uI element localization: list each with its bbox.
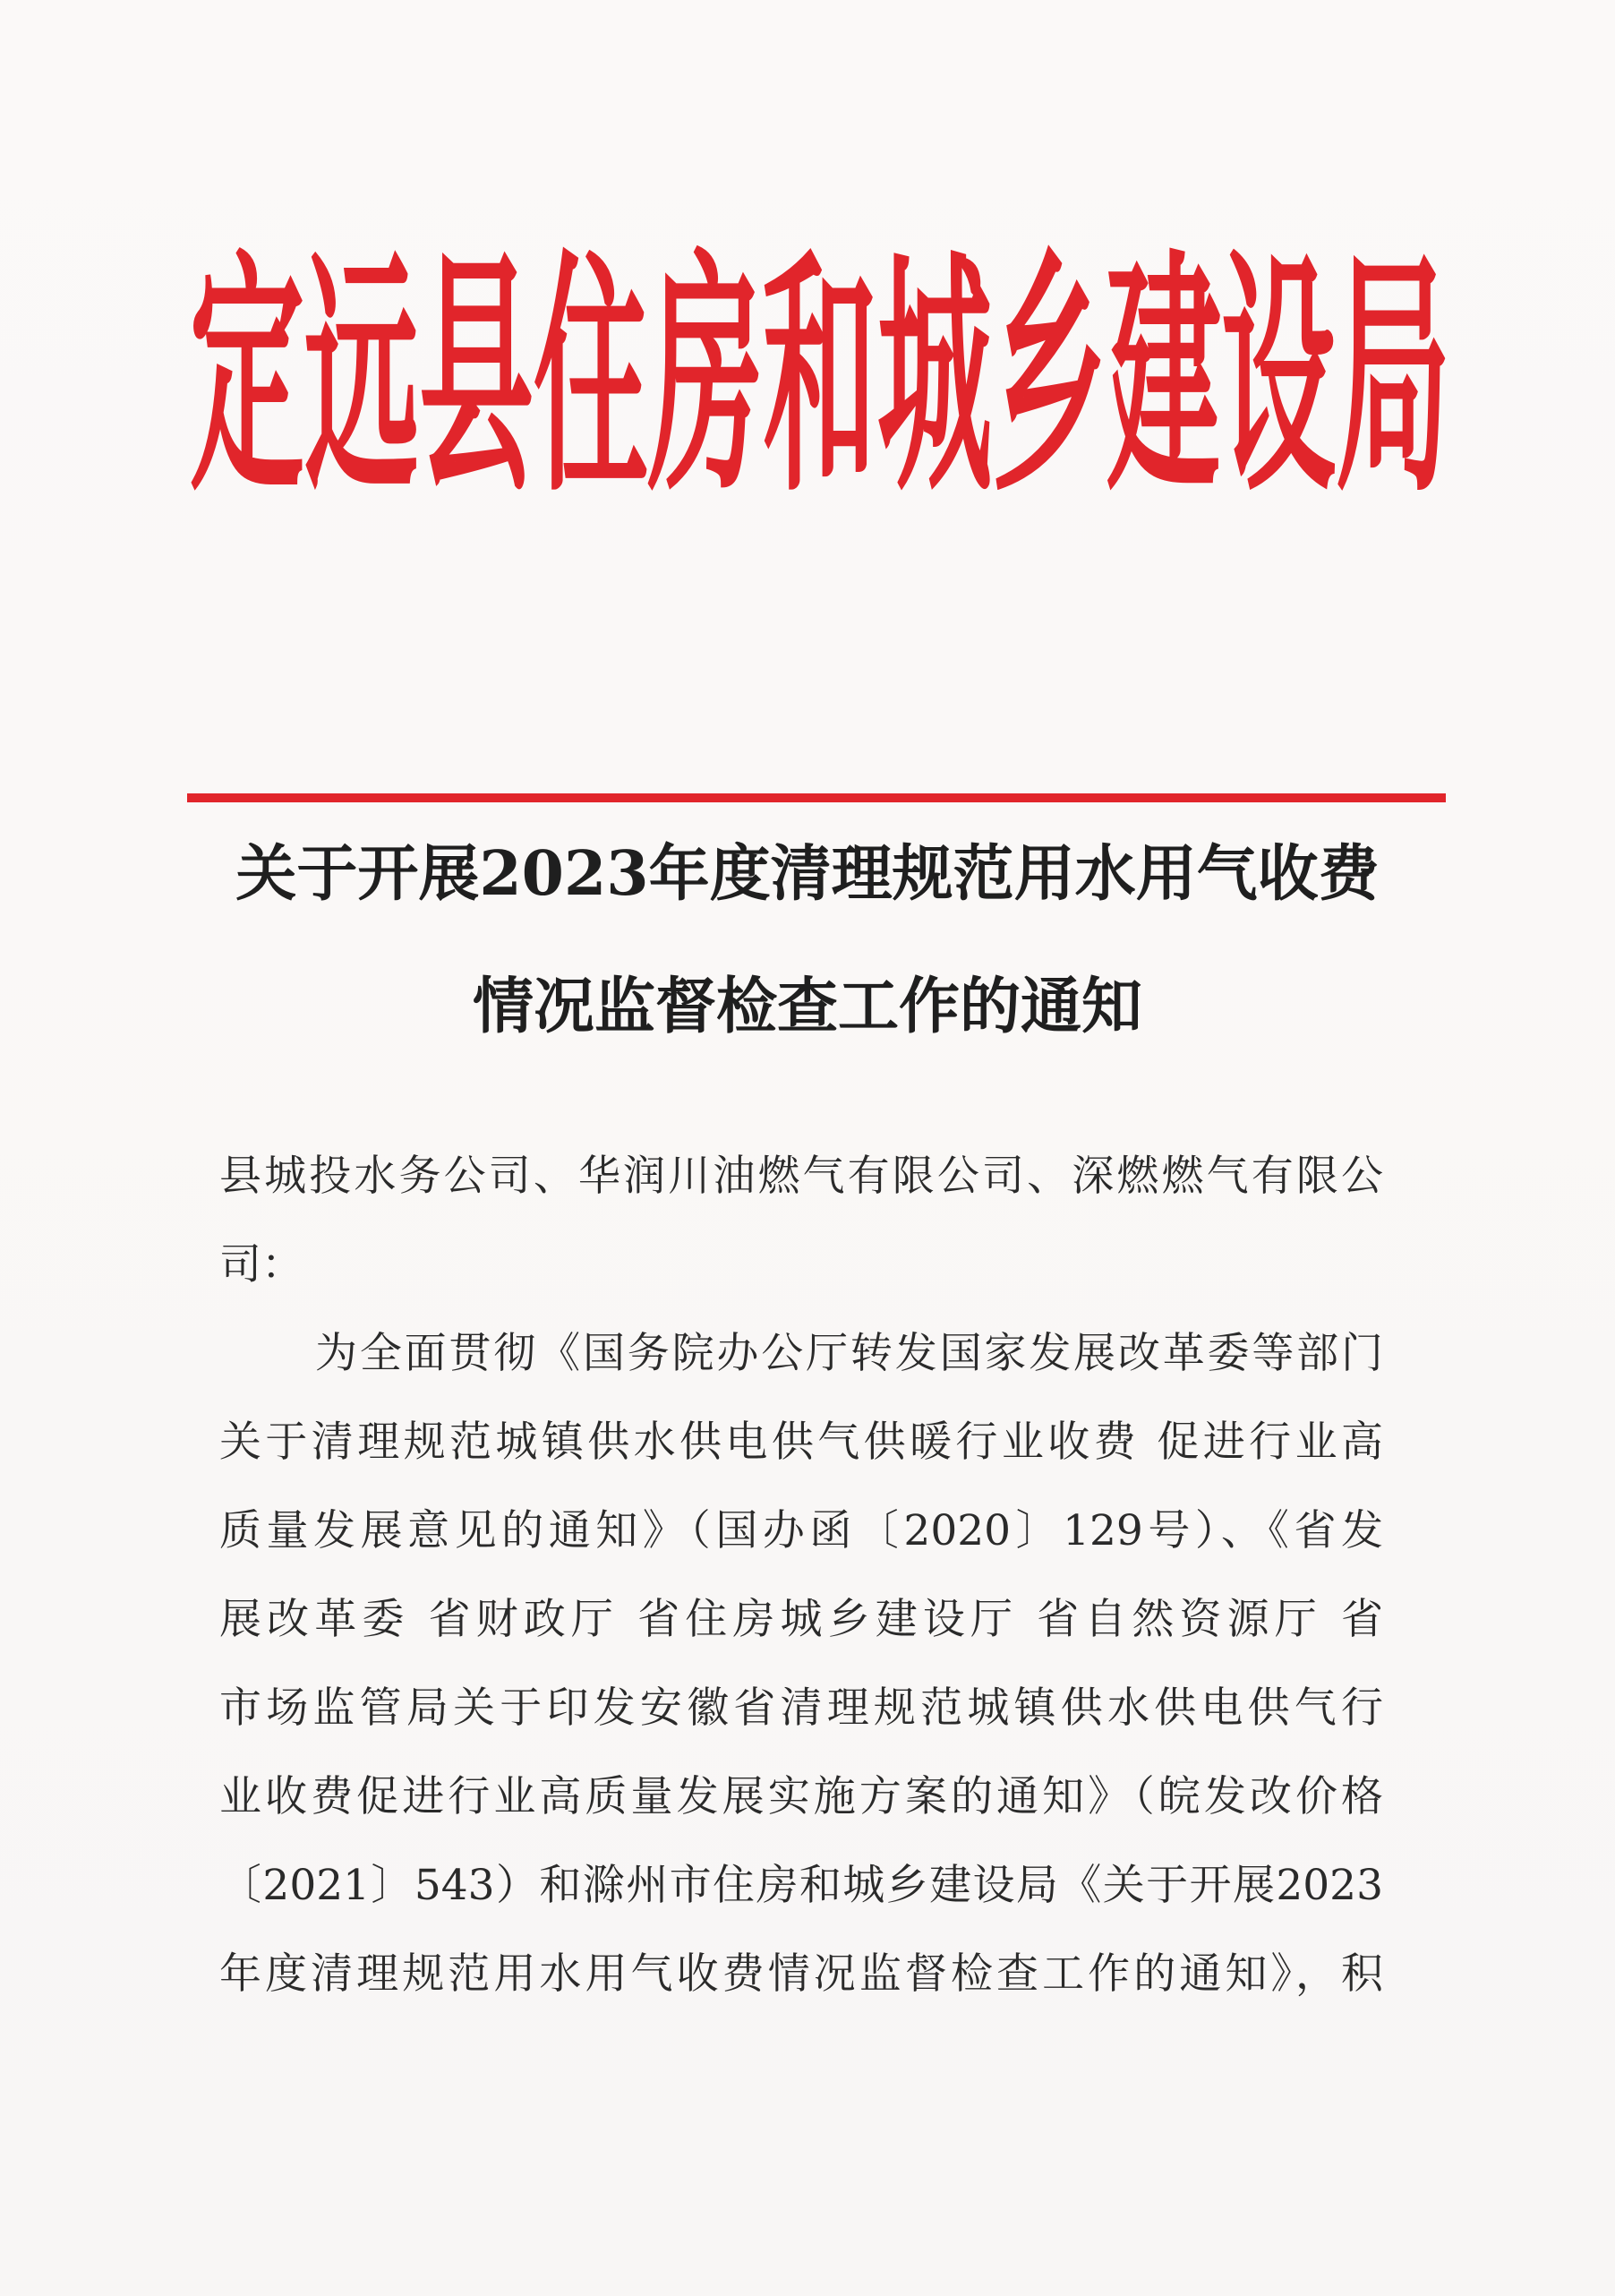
letterhead-red-rule bbox=[187, 793, 1446, 802]
body-paragraph-1 bbox=[219, 1309, 1383, 2018]
letterhead bbox=[0, 206, 1615, 528]
body-line: 业收费促进行业高质量发展实施方案的通知》（皖发改价格 bbox=[219, 1772, 1383, 1821]
letterhead-org-name: 定远县住房和城乡建设局 bbox=[190, 227, 1450, 527]
body-line: 为全面贯彻《国务院办公厅转发国家发展改革委等部门 bbox=[315, 1329, 1383, 1378]
document-title-line-2: 情况监督检查工作的通知 bbox=[472, 971, 1142, 1042]
body-line: 关于清理规范城镇供水供电供气供暖行业收费 促进行业高 bbox=[219, 1418, 1383, 1467]
addressee-line: 县城投水务公司、华润川油燃气有限公司、深燃燃气有限公 bbox=[219, 1152, 1383, 1201]
body-line: 年度清理规范用水用气收费情况监督检查工作的通知》，积 bbox=[219, 1949, 1383, 1999]
body-line: 市场监管局关于印发安徽省清理规范城镇供水供电供气行 bbox=[219, 1683, 1383, 1733]
body-line: 展改革委 省财政厅 省住房城乡建设厅 省自然资源厅 省 bbox=[219, 1595, 1383, 1644]
document-title-line-1: 关于开展2023年度清理规范用水用气收费 bbox=[235, 838, 1380, 910]
addressee-line: 司： bbox=[219, 1240, 303, 1289]
body-line: 〔2021〕543）和滁州市住房和城乡建设局《关于开展2023 bbox=[219, 1861, 1383, 1910]
addressee-block bbox=[219, 1132, 1383, 1309]
body-line: 质量发展意见的通知》（国办函〔2020〕129号）、《省发 bbox=[219, 1506, 1383, 1555]
